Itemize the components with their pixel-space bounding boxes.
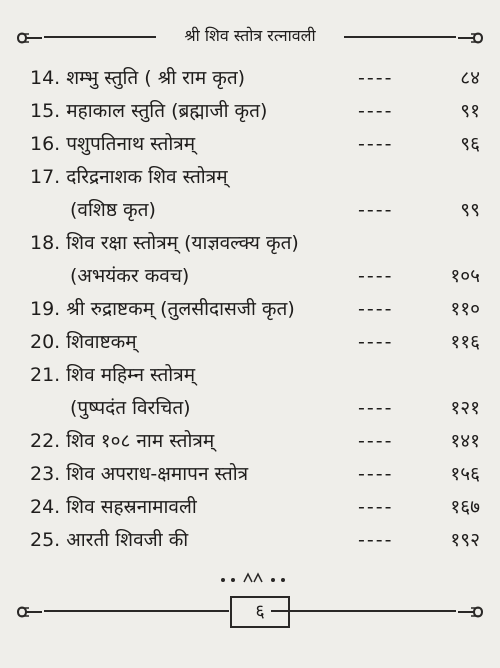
toc-page-number: ९६ [460,133,480,155]
floral-divider-icon [218,572,288,584]
toc-page-number: १९२ [450,529,480,551]
toc-leader-dashes: ---- [358,397,394,419]
toc-entry-title: 15. महाकाल स्तुति (ब्रह्माजी कृत) [30,100,268,122]
page-number: ६ [230,596,290,628]
toc-entry [30,95,480,128]
toc-entry [30,491,480,524]
toc-page-number: ८४ [460,67,480,89]
trishul-ornament-right-icon [458,28,486,48]
toc-entry-title: 18. शिव रक्षा स्तोत्रम् (याज्ञवल्क्य कृत) [30,232,299,254]
toc-entry [30,194,480,227]
book-title: श्री शिव स्तोत्र रत्नावली [14,24,486,46]
footer-rule-right [271,610,456,612]
toc-entry-title: 19. श्री रुद्राष्टकम् (तुलसीदासजी कृत) [30,298,295,320]
toc-entry-title: 21. शिव महिम्न स्तोत्रम् [30,364,196,386]
toc-entry-title: 17. दरिद्रनाशक शिव स्तोत्रम् [30,166,228,188]
toc-entry [30,524,480,557]
toc-entry [30,227,480,260]
toc-entry-title: 25. आरती शिवजी की [30,529,189,551]
toc-entry [30,425,480,458]
toc-entry-title: (वशिष्ठ कृत) [70,199,156,221]
footer-rule-left [44,610,229,612]
toc-leader-dashes: ---- [358,265,394,287]
toc-entry [30,326,480,359]
page-footer [14,596,486,632]
toc-entry-title: (अभयंकर कवच) [70,265,190,287]
toc-leader-dashes: ---- [358,331,394,353]
toc-entry [30,359,480,392]
toc-entry-title: 22. शिव १०८ नाम स्तोत्रम् [30,430,215,452]
toc-entry [30,458,480,491]
toc-entry-title: 24. शिव सहस्रनामावली [30,496,197,518]
toc-page-number: १६७ [450,496,480,518]
toc-page-number: ९९ [460,199,480,221]
toc-entry [30,260,480,293]
toc-page-number: ११० [450,298,480,320]
toc-entry-title: 14. शम्भु स्तुति ( श्री राम कृत) [30,67,246,89]
toc-leader-dashes: ---- [358,133,394,155]
toc-leader-dashes: ---- [358,430,394,452]
toc-leader-dashes: ---- [358,199,394,221]
toc-leader-dashes: ---- [358,100,394,122]
trishul-ornament-left-icon [14,602,42,622]
toc-entry [30,293,480,326]
toc-entry [30,128,480,161]
toc-leader-dashes: ---- [358,496,394,518]
toc-leader-dashes: ---- [358,463,394,485]
toc-leader-dashes: ---- [358,67,394,89]
toc-entry-title: 23. शिव अपराध-क्षमापन स्तोत्र [30,463,249,485]
trishul-ornament-right-icon [458,602,486,622]
toc-page-number: १०५ [450,265,480,287]
toc-entry-title: (पुष्पदंत विरचित) [70,397,191,419]
toc-entry [30,62,480,95]
toc-page-number: १५६ [450,463,480,485]
table-of-contents [30,62,480,557]
running-header [14,22,486,50]
toc-entry-title: 20. शिवाष्टकम् [30,331,137,353]
toc-page-number: ११६ [450,331,480,353]
toc-leader-dashes: ---- [358,298,394,320]
toc-page-number: १४१ [450,430,480,452]
toc-entry-title: 16. पशुपतिनाथ स्तोत्रम् [30,133,196,155]
toc-page-number: १२१ [450,397,480,419]
toc-page-number: ९१ [460,100,480,122]
toc-entry [30,161,480,194]
toc-entry [30,392,480,425]
toc-leader-dashes: ---- [358,529,394,551]
